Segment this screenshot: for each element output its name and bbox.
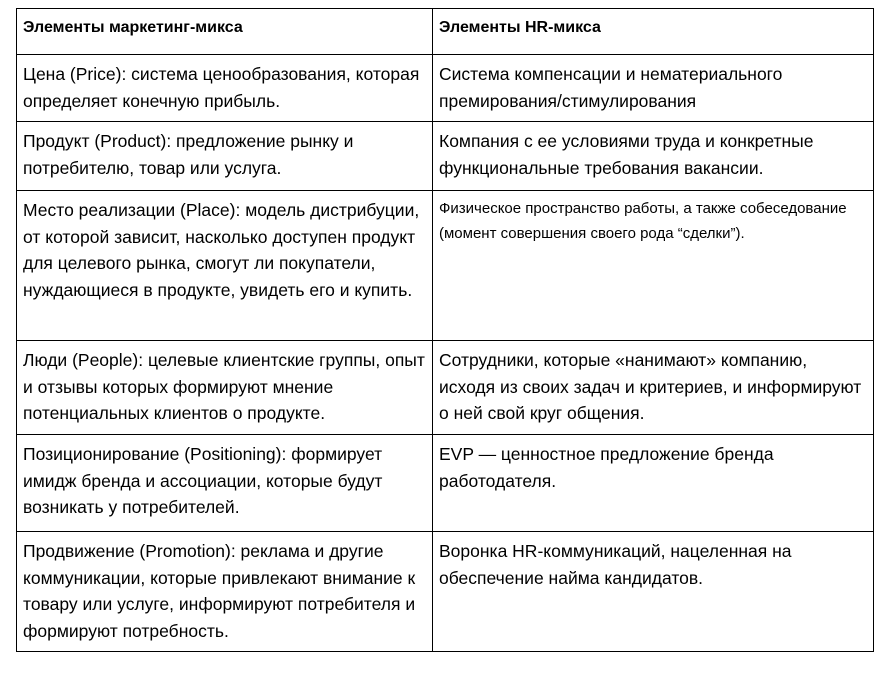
table-row	[17, 55, 874, 122]
hr-cell-evp: EVP — ценностное предложение бренда работодателя.	[433, 435, 874, 532]
table-row	[17, 122, 874, 191]
table-header-row	[17, 9, 874, 55]
header-marketing-mix: Элементы маркетинг-микса	[17, 9, 433, 55]
marketing-cell-promotion: Продвижение (Promotion): реклама и другие коммуникации, которые привлекают внимание к товару или услуге, информируют потребителя и формируют потребность.	[17, 532, 433, 652]
header-hr-mix: Элементы HR-микса	[433, 9, 874, 55]
marketing-cell-price: Цена (Price): система ценообразования, которая определяет конечную прибыль.	[17, 55, 433, 122]
hr-cell-compensation: Система компенсации и нематериального премирования/стимулирования	[433, 55, 874, 122]
marketing-cell-product: Продукт (Product): предложение рынку и потребителю, товар или услуга.	[17, 122, 433, 191]
table-row	[17, 532, 874, 652]
marketing-cell-people: Люди (People): целевые клиентские группы, опыт и отзывы которых формируют мнение потенциальных клиентов о продукте.	[17, 341, 433, 435]
hr-cell-funnel: Воронка HR-коммуникаций, нацеленная на обеспечение найма кандидатов.	[433, 532, 874, 652]
hr-cell-company: Компания с ее условиями труда и конкретные функциональные требования вакансии.	[433, 122, 874, 191]
marketing-cell-positioning: Позиционирование (Positioning): формирует имидж бренда и ассоциации, которые будут возникать у потребителей.	[17, 435, 433, 532]
marketing-hr-mix-table	[16, 8, 874, 652]
table-row	[17, 341, 874, 435]
hr-cell-employees: Сотрудники, которые «нанимают» компанию, исходя из своих задач и критериев, и информируют о ней свой круг общения.	[433, 341, 874, 435]
table-row	[17, 191, 874, 341]
hr-cell-workspace: Физическое пространство работы, а также собеседование (момент совершения своего рода “сделки”).	[433, 191, 874, 341]
table-row	[17, 435, 874, 532]
marketing-cell-place: Место реализации (Place): модель дистрибуции, от которой зависит, насколько доступен продукт для целевого рынка, смогут ли покупатели, нуждающиеся в продукте, увидеть его и купить.	[17, 191, 433, 341]
